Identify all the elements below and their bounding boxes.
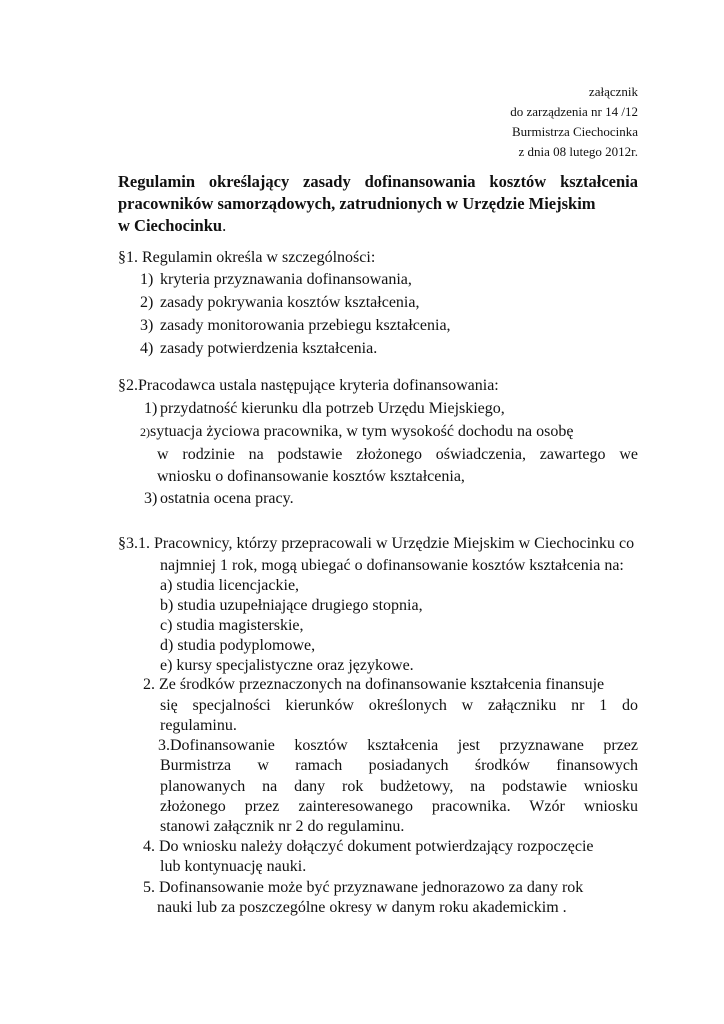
item-number: 2): [140, 425, 150, 439]
item-text: sytuacja życiowa pracownika, w tym wysokość dochodu na osobę: [150, 423, 574, 440]
list-item: [140, 292, 419, 314]
item-text: zasady potwierdzenia kształcenia.: [160, 340, 378, 357]
item-number: 1): [140, 271, 154, 288]
option-item: e) kursy specjalistyczne oraz językowe.: [160, 657, 414, 674]
paragraph-continuation: się specjalności kierunków określonych w załączniku nr 1 do: [160, 697, 638, 714]
paragraph-continuation: najmniej 1 rok, mogą ubiegać o dofinansowanie kosztów kształcenia na:: [160, 557, 624, 574]
list-item: [144, 488, 294, 510]
section-1-intro: §1. Regulamin określa w szczególności:: [118, 249, 376, 266]
paragraph-continuation: lub kontynuację nauki.: [160, 858, 307, 875]
paragraph-continuation: Burmistrza w ramach posiadanych środków finansowych: [160, 757, 638, 774]
attachment-header: [510, 82, 638, 162]
paragraph-continuation: stanowi załącznik nr 2 do regulaminu.: [160, 818, 405, 835]
header-line: załącznik: [588, 84, 638, 99]
paragraph-continuation: nauki lub za poszczególne okresy w danym roku akademickim .: [157, 899, 567, 916]
option-item: b) studia uzupełniające drugiego stopnia,: [160, 597, 423, 614]
paragraph-4: 4. Do wniosku należy dołączyć dokument potwierdzający rozpoczęcie: [143, 838, 594, 855]
item-continuation: w rodzinie na podstawie złożonego oświadczenia, zawartego we: [157, 446, 638, 463]
paragraph-5: 5. Dofinansowanie może być przyznawane jednorazowo za dany rok: [143, 879, 584, 896]
item-text: przydatność kierunku dla potrzeb Urzędu Miejskiego,: [160, 400, 505, 417]
header-line: do zarządzenia nr 14 /12: [510, 104, 638, 119]
list-item: [144, 398, 505, 420]
option-item: a) studia licencjackie,: [160, 577, 300, 594]
list-item: [140, 421, 573, 443]
document-title: [118, 171, 638, 237]
paragraph-continuation: złożonego przez zainteresowanego pracownika. Wzór wniosku: [160, 798, 638, 815]
option-item: d) studia podyplomowe,: [160, 637, 316, 654]
header-line: Burmistrza Ciechocinka: [512, 124, 638, 139]
option-item: c) studia magisterskie,: [160, 617, 304, 634]
section-3-paragraph-1: §3.1. Pracownicy, którzy przepracowali w Urzędzie Miejskim w Ciechocinku co: [118, 535, 635, 552]
list-item: [140, 315, 451, 337]
title-line: pracowników samorządowych, zatrudnionych w Urzędzie Miejskim: [118, 194, 596, 213]
item-text: ostatnia ocena pracy.: [160, 490, 294, 507]
item-number: 3): [140, 317, 154, 334]
item-text: zasady monitorowania przebiegu kształcenia,: [160, 317, 451, 334]
title-dot: .: [222, 216, 227, 235]
paragraph-3: 3.Dofinansowanie kosztów kształcenia jest przyznawane przez: [158, 737, 638, 754]
list-item: [140, 338, 377, 360]
item-text: kryteria przyznawania dofinansowania,: [160, 271, 412, 288]
list-item: [140, 269, 412, 291]
title-line-text: w Ciechocinku: [118, 216, 223, 235]
paragraph-2: 2. Ze środków przeznaczonych na dofinansowanie kształcenia finansuje: [143, 676, 605, 693]
item-number: 4): [140, 340, 154, 357]
item-number: 2): [140, 294, 154, 311]
section-2-intro: §2.Pracodawca ustala następujące kryteria dofinansowania:: [118, 377, 499, 394]
paragraph-continuation: regulaminu.: [160, 717, 237, 734]
item-number: 3): [144, 490, 158, 507]
item-number: 1): [144, 400, 158, 417]
header-line: z dnia 08 lutego 2012r.: [518, 144, 638, 159]
item-continuation: wniosku o dofinansowanie kosztów kształcenia,: [157, 468, 465, 485]
paragraph-continuation: planowanych na dany rok budżetowy, na podstawie wniosku: [160, 778, 638, 795]
title-line: Regulamin określający zasady dofinansowania kosztów kształcenia: [118, 172, 638, 191]
item-text: zasady pokrywania kosztów kształcenia,: [160, 294, 420, 311]
title-line: [118, 215, 638, 237]
